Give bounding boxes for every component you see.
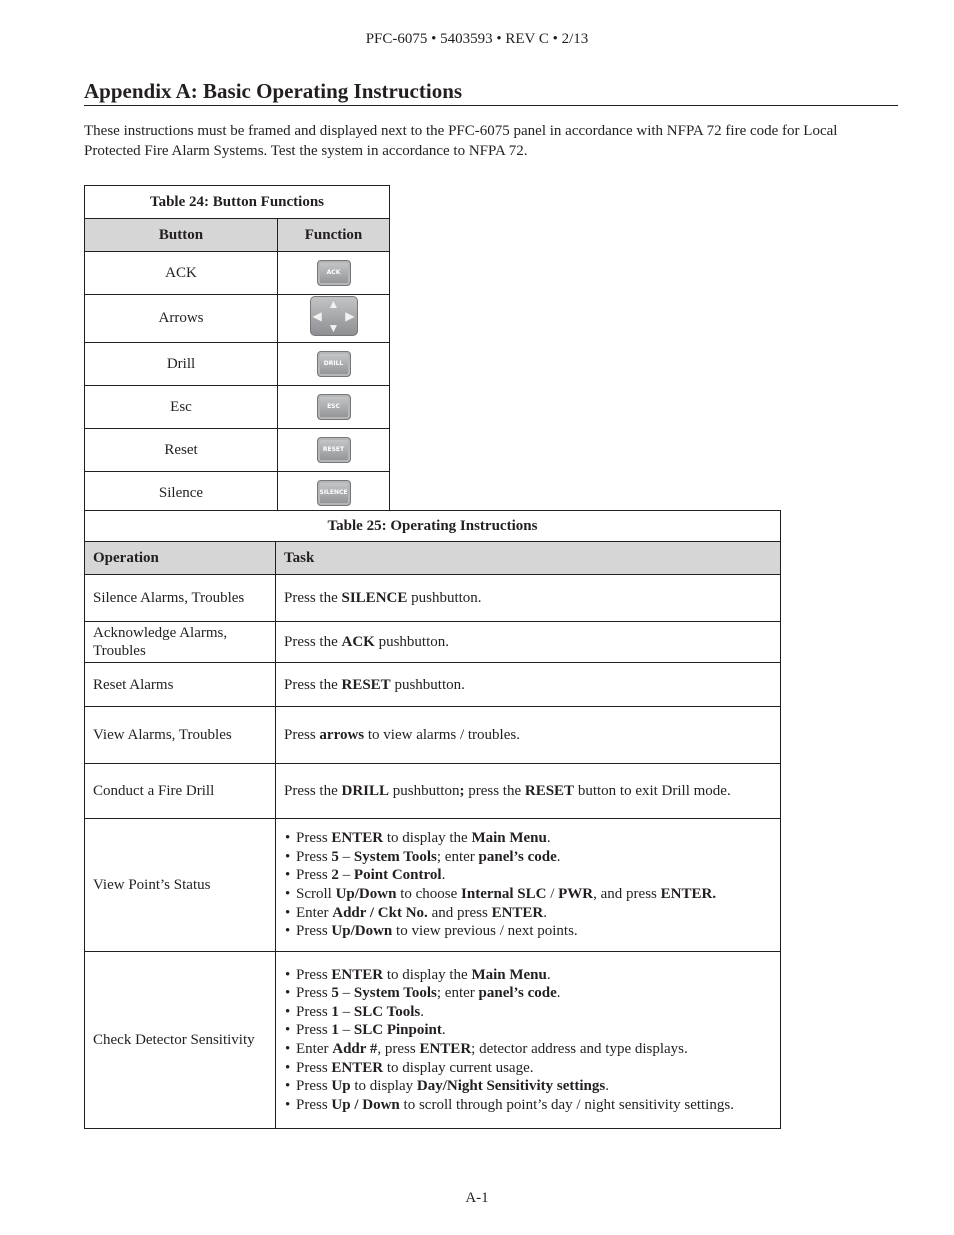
list-item: • Press Up to display Day/Night Sensitivity settings. <box>296 1077 772 1096</box>
button-functions-table <box>84 185 390 515</box>
column-header-button: Button <box>85 219 278 252</box>
list-item: • Enter Addr / Ckt No. and press ENTER. <box>296 904 772 923</box>
list-item: • Press 1 – SLC Pinpoint. <box>296 1021 772 1040</box>
table-caption: Table 25: Operating Instructions <box>85 511 781 542</box>
ack-button-icon: ACK <box>317 260 351 286</box>
table-row <box>85 663 781 707</box>
table-row <box>85 819 781 952</box>
operation-cell: Silence Alarms, Troubles <box>85 575 276 622</box>
list-item: • Scroll Up/Down to choose Internal SLC / PWR, and press ENTER. <box>296 885 772 904</box>
esc-button-icon: ESC <box>317 394 351 420</box>
drill-button-icon: DRILL <box>317 351 351 377</box>
button-name: Reset <box>85 429 278 472</box>
page-header: PFC-6075 • 5403593 • REV C • 2/13 <box>365 31 589 47</box>
list-item: • Press 5 – System Tools; enter panel’s code. <box>296 848 772 867</box>
page-number: A-1 <box>465 1190 489 1206</box>
table-row <box>85 343 390 386</box>
table-row <box>85 764 781 819</box>
list-item: • Press Up/Down to view previous / next points. <box>296 922 772 941</box>
list-item: • Press 1 – SLC Tools. <box>296 1003 772 1022</box>
task-cell: Press the ACK pushbutton. <box>276 622 781 663</box>
table-row <box>85 952 781 1129</box>
column-header-function: Function <box>278 219 390 252</box>
table-row <box>85 386 390 429</box>
task-cell: Press arrows to view alarms / troubles. <box>276 707 781 764</box>
intro-paragraph: These instructions must be framed and displayed next to the PFC-6075 panel in accordance with NFPA 72 fire code for Local Protected Fire Alarm Systems. Test the system in accordance to NFPA 72. <box>84 123 838 159</box>
task-cell: Press the SILENCE pushbutton. <box>276 575 781 622</box>
table-row <box>85 295 390 343</box>
table-row <box>85 707 781 764</box>
list-item: • Press 2 – Point Control. <box>296 866 772 885</box>
list-item: • Press ENTER to display current usage. <box>296 1059 772 1078</box>
button-name: ACK <box>85 252 278 295</box>
operation-cell: Conduct a Fire Drill <box>85 764 276 819</box>
list-item: • Press ENTER to display the Main Menu. <box>296 829 772 848</box>
table-caption: Table 24: Button Functions <box>85 186 390 219</box>
button-name: Drill <box>85 343 278 386</box>
button-name: Esc <box>85 386 278 429</box>
list-item: • Enter Addr #, press ENTER; detector address and type displays. <box>296 1040 772 1059</box>
operation-cell: Reset Alarms <box>85 663 276 707</box>
operation-cell: View Point’s Status <box>85 819 276 952</box>
task-cell: Press the RESET pushbutton. <box>276 663 781 707</box>
arrows-icon: ▲ ▼ ◀ ▶ <box>310 296 358 336</box>
page-title: Appendix A: Basic Operating Instructions <box>84 78 898 106</box>
operation-cell: Acknowledge Alarms, Troubles <box>85 622 276 663</box>
list-item: • Press 5 – System Tools; enter panel’s code. <box>296 984 772 1003</box>
operation-cell: Check Detector Sensitivity <box>85 952 276 1129</box>
operation-cell: View Alarms, Troubles <box>85 707 276 764</box>
table-row <box>85 429 390 472</box>
task-cell: Press the DRILL pushbutton; press the RESET button to exit Drill mode. <box>276 764 781 819</box>
list-item: • Press ENTER to display the Main Menu. <box>296 966 772 985</box>
table-row <box>85 472 390 515</box>
column-header-operation: Operation <box>85 542 276 575</box>
operating-instructions-table <box>84 510 781 1129</box>
table-row <box>85 622 781 663</box>
task-cell <box>276 819 781 952</box>
step-list <box>284 829 772 941</box>
reset-button-icon: RESET <box>317 437 351 463</box>
button-name: Arrows <box>85 295 278 343</box>
step-list <box>284 966 772 1115</box>
table-row <box>85 575 781 622</box>
column-header-task: Task <box>276 542 781 575</box>
task-cell <box>276 952 781 1129</box>
button-name: Silence <box>85 472 278 515</box>
table-row <box>85 252 390 295</box>
list-item: • Press Up / Down to scroll through point’s day / night sensitivity settings. <box>296 1096 772 1115</box>
silence-button-icon: SILENCE <box>317 480 351 506</box>
